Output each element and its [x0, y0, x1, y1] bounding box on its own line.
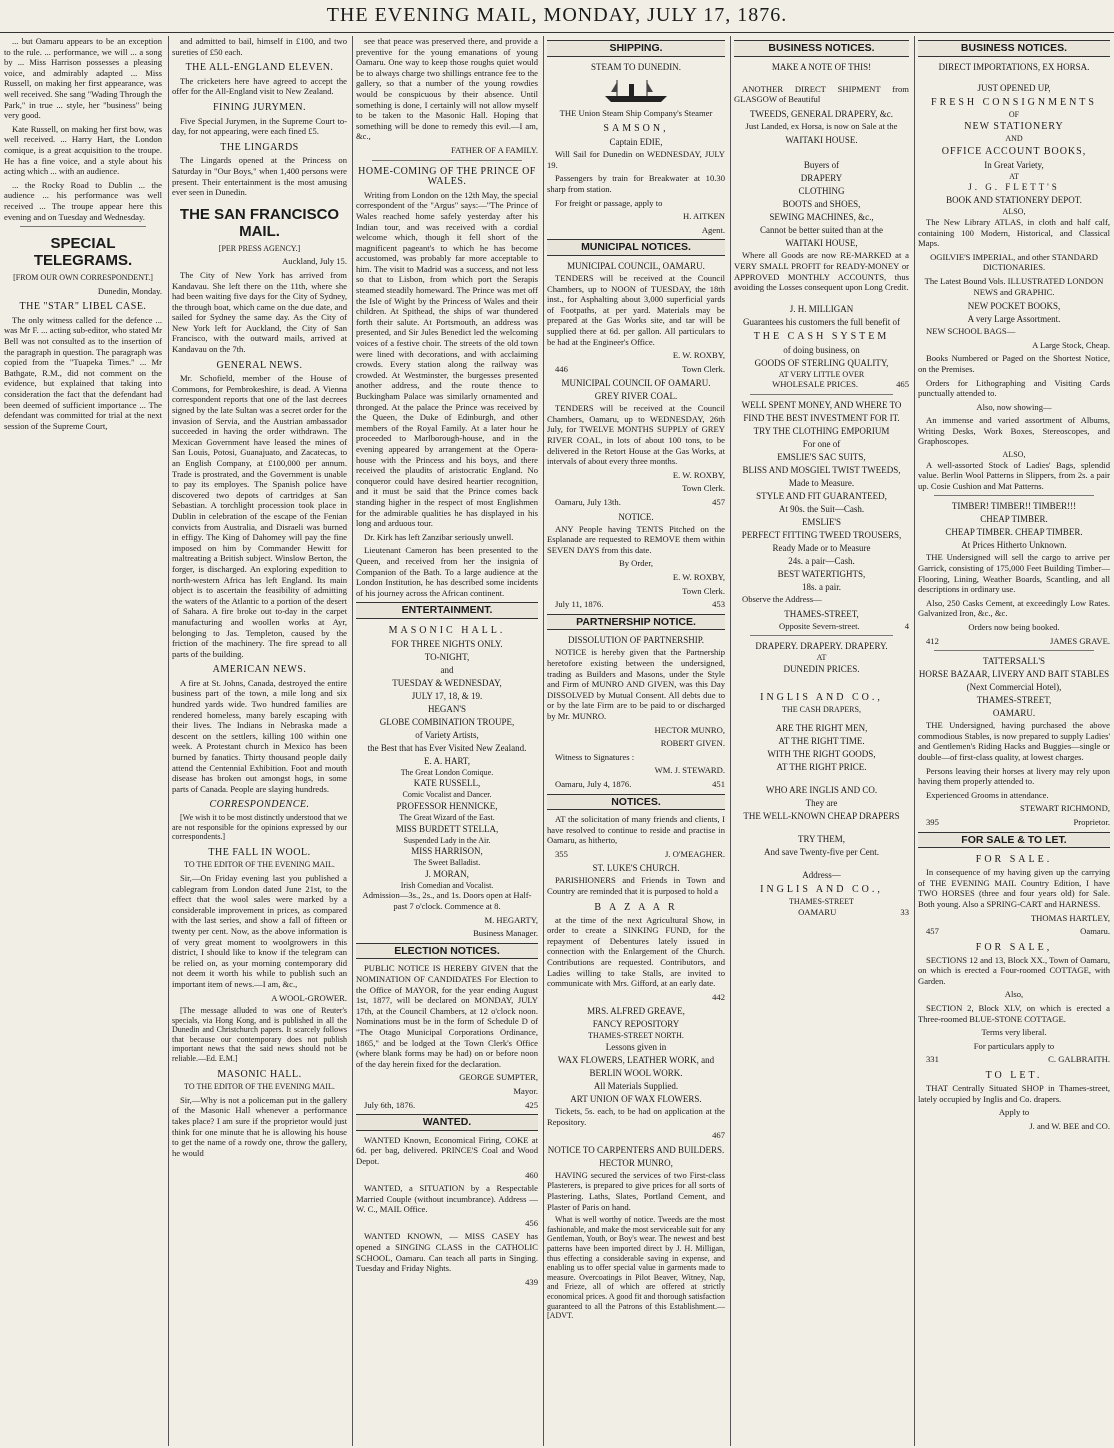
notice-date — [356, 1100, 538, 1111]
ad-line: SEWING MACHINES, &c., — [769, 212, 874, 223]
performer-desc: Suspended Lady in the Air. — [403, 835, 491, 845]
ad-line: AT THE RIGHT TIME. — [778, 736, 865, 747]
section-heading: THE SAN FRANCISCO MAIL. — [179, 205, 340, 240]
ad-line: ART UNION OF WAX FLOWERS. — [570, 1094, 702, 1104]
ad-text: THE Undersigned, having purchased the above commodious Stables, is now prepared to supply Ladies' and Gentlemen's Riding Hacks and Buggies—single or double—of first-class quality, at lowest charges. — [918, 720, 1110, 762]
performer: J. MORAN, — [425, 868, 469, 879]
signature: STEWART RICHMOND, — [1019, 803, 1110, 814]
ad-line: ALSO, — [1002, 207, 1026, 217]
ship-name: SAMSON, — [603, 123, 669, 135]
ad-line: TO-NIGHT, — [424, 651, 470, 662]
ad-line: Buyers of — [803, 160, 840, 171]
notice-text: TENDERS will be received at the Council Chambers, Oamaru, up to WEDNESDAY, 26th July, for TWELVE MONTHS SUPPLY of GREY RIVER COAL, in lots of about 100 tons, to be delivered in the Retort House at the Gas Works, at intervals of about every three months. — [547, 403, 725, 467]
ad-title: STEAM TO DUNEDIN. — [591, 61, 681, 72]
ad-text: THE Undersigned will sell the cargo to arrive per Garrick, consisting of 175,000 Feet Building Timber—Flooring, Lining, Weather Boards, Scantling, and all descriptions in ordinary use. — [918, 552, 1110, 595]
ad-line: THAMES-STREET — [789, 897, 854, 907]
ad-line: CHEAP TIMBER. CHEAP TIMBER. — [945, 527, 1083, 538]
ad-text: ANOTHER DIRECT SHIPMENT from GLASGOW of Beautiful — [734, 83, 909, 105]
article-text: The Lingards opened at the Princess on Saturday in "Our Boys," when 1,400 persons were present. Their entertainment is the most amusing ever seen in Dunedin. — [172, 155, 347, 198]
ad-line: TRY THEM, — [797, 834, 845, 845]
article-heading: MASONIC HALL. — [217, 1068, 302, 1080]
performer-desc: The Great Wizard of the East. — [399, 813, 495, 823]
ad-line: Will Sail for Dunedin on WEDNESDAY, JULY 19. — [547, 149, 725, 170]
ad-line: FRESH CONSIGNMENTS — [931, 96, 1097, 108]
section-heading: SPECIAL TELEGRAMS. — [33, 235, 133, 270]
article-text: The cricketers here have agreed to accept the offer for the All-England visit to New Zealand. — [172, 75, 347, 97]
ad-line: OAMARU. — [992, 708, 1036, 719]
article-text: Writing from London on the 12th May, the special correspondent of the "Argus" says:—"The Prince of Wales reached home safely yesterday after his Indian tour, and was received with a cordial welcome which, though it fell short of the magnificent pageant's to which he has become accustomed, was probably far more acceptable to him. The visit to Madrid was a success, and not less so that to Lisbon, from which port the Serapis steamed steadily homeward. The Prince was met off the Isle of Wight by the Princess of Wales and their children. At Spithead, the ships of war thundered forth their salute. At Portsmouth, an address was presented, and Sir Jules Benedict led the welcoming voices of a festive choir. The streets of the old town were lined with decorations, and with acclaiming crowds. Every station along the railway was crowded. At Westminster, the burgesses presented another address, and the route thence to Buckingham Palace was similarly ornamented and thronged. At the palace the Prince was received by the Queen, the Duke of Edinburgh, and other members of the Royal Family. At a later hour he proceeded to Marlborough-house, and in the evening appeared by arrangement at the Opera-house with the Princess and his boys, and there received the plaudits of aristocratic England. No conqueror could have desired heartier recognition, and it must be said that the Prince comes back standing higher in the respect of most Englishmen for the admirable qualities he has displayed in his long and arduous tour. — [356, 189, 538, 529]
signature: Town Clerk. — [682, 363, 725, 374]
ad-number: 442 — [712, 991, 725, 1002]
notice-text: at the time of the next Agricultural Show, in order to create a SINKING FUND, for the repayment of Debentures lately issued in connection with the Enlargement of the Church. Contributions are requested. Contributors, and Ladies willing to take Stalls, are invited to communicate with Mrs. Gifford, at an early date. — [547, 914, 725, 989]
ad-title: DRAPERY. DRAPERY. DRAPERY. — [755, 641, 888, 652]
ad-line: PERFECT FITTING TWEED TROUSERS, — [741, 529, 902, 540]
ad-line: ARE THE RIGHT MEN, — [775, 723, 868, 734]
article-text: The only witness called for the defence ... was Mr F. ... acting sub-editor, who stated Mr Bell was not consulted as to the insertion of the paragraph in question. The paragraph was copied from the "Tuapeka Times." ... Mr Bathgate, R.M., did not comment on the evidence, but explained that taking into consideration the fact that the defendant had been deemed of sufficient importance ... The defendant was committed for trial at the next session of the Supreme Court, — [4, 314, 162, 431]
ad-text: A well-assorted Stock of Ladies' Bags, splendid value. Berlin Wool Patterns in Slippers, from 2s. a pair up. Cosie Cushion and Mat Patterns. — [918, 459, 1110, 491]
article-heading: THE ALL-ENGLAND ELEVEN. — [185, 62, 334, 74]
ad-title: NOTICE. — [618, 511, 654, 522]
ad-line: BOOK AND STATIONERY DEPOT. — [946, 195, 1082, 206]
column-divider — [914, 36, 915, 1446]
ad-line: AT — [816, 653, 827, 663]
section-heading: MUNICIPAL NOTICES. — [547, 239, 725, 256]
ad-line: In Great Variety, — [984, 159, 1044, 170]
divider — [934, 650, 1094, 651]
performer: PROFESSOR HENNICKE, — [396, 801, 498, 812]
ad-number: 457 — [712, 497, 725, 508]
article-text: and admitted to bail, himself in £100, and two sureties of £50 each. — [172, 36, 347, 57]
ad-number: 439 — [525, 1276, 538, 1287]
ad-line: of Variety Artists, — [415, 729, 479, 740]
signature: E. W. ROXBY, — [672, 572, 725, 582]
classified-ad: WANTED KNOWN, — MISS CASEY has opened a SINGING CLASS in the CATHOLIC SCHOOL, Oamaru. Can teach all parts in Singing. Tuesday and Friday Nights. — [356, 1231, 538, 1274]
address-line: TO THE EDITOR OF THE EVENING MAIL. — [184, 1082, 335, 1092]
ad-line: HEGAN'S — [427, 703, 467, 714]
ad-line: ALSO, — [1002, 450, 1026, 460]
signature: JAMES GRAVE. — [1049, 635, 1110, 646]
ad-text: Orders for Lithographing and Visiting Cards punctually attended to. — [918, 377, 1110, 399]
ad-line: INGLIS AND CO., — [760, 884, 883, 896]
ad-line: STYLE AND FIT GUARANTEED, — [756, 490, 887, 501]
ad-number: 457 — [926, 926, 939, 937]
performer-desc: The Sweet Balladist. — [413, 858, 481, 868]
classified-ad: WANTED Known, Economical Firing, COKE at 6d. per bag, delivered. PRINCE'S Coal and Wood Depot. — [356, 1134, 538, 1166]
signature: A WOOL-GROWER. — [271, 992, 347, 1003]
ad-number: 425 — [525, 1099, 538, 1110]
ad-text: Persons leaving their horses at livery may rely upon having them properly attended to. — [918, 765, 1110, 787]
column-1 — [4, 36, 162, 1446]
article-text: see that peace was preserved there, and provide a preventive for the young emanations of young Oamaru. One way to keep those roughs quiet would be to always charge two shillings entrance fee to the gallery, so that a number of the young rowdies would be conspicuous by their absence. Until something is done, I certainly will not allow myself to be taken to the Masonic Hall. Hoping that something will be done to remedy this evil.—I am, &c., — [356, 36, 538, 142]
notice-text: PUBLIC NOTICE IS HEREBY GIVEN that the NOMINATION OF CANDIDATES For Election to the Office of MAYOR, for the year ending August 1st, 1877, will be declared on MONDAY, JULY 17th, at the Council Chambers, at 12 o'clock noon. Nominations must be in the form of Schedule D of "The Otago Municipal Corporations Ordinance, 1865," and be lodged at the Town Clerk's Office (where blank forms may be had) on or before noon of the day herein fixed for the declaration. — [356, 963, 538, 1069]
signature: J. O'MEAGHER. — [664, 848, 725, 859]
ad-line: At 90s. the Suit—Cash. — [778, 503, 865, 514]
ad-line: For particulars apply to — [973, 1040, 1055, 1051]
ad-line: CHEAP TIMBER. — [980, 514, 1048, 525]
ad-subtitle: FANCY REPOSITORY — [592, 1019, 680, 1030]
ad-line: of doing business, on — [783, 344, 860, 355]
article-text: ... the Rocky Road to Dublin ... the audience ... his performance was well received ... The troupe appear here this evening and on Tuesday and Wednesday. — [4, 179, 162, 222]
ad-text: An immense and varied assortment of Albums, Writing Desks, Work Boxes, Stereoscopes, and Graphoscopes. — [918, 415, 1110, 447]
ad-line: AND — [1005, 134, 1023, 144]
ad-text: Also, 250 Casks Cement, at exceedingly Low Rates. Galvanized Iron, &c., &c. — [918, 597, 1110, 619]
ad-number: 453 — [712, 599, 725, 610]
dateline: Auckland, July 15. — [282, 256, 347, 267]
article-heading: AMERICAN NEWS. — [212, 664, 307, 676]
ad-line: FOR THREE NIGHTS ONLY. — [391, 638, 503, 649]
article-text: The City of New York has arrived from Kandavau. She left there on the 11th, where she had been waiting five days for the City of Sydney, the through boat, which came on the due date, and sailed for Sydney the same day. As the City of New York left for Auckland, the City of San Francisco, with the outward mails, arrived at Kandavau on the 7th. — [172, 269, 347, 355]
ad-text: Where all Goods are now RE-MARKED at a VERY SMALL PROFIT for READY-MONEY or APPROVED MONTHLY ACCOUNTS, thus avoiding the Losses consequent upon Long Credit. — [734, 250, 909, 293]
ad-line: THAMES-STREET, — [976, 695, 1052, 706]
ad-number: 456 — [525, 1217, 538, 1228]
ad-number: 331 — [926, 1054, 939, 1065]
signature: E. W. ROXBY, — [672, 350, 725, 361]
notice-text: NOTICE is hereby given that the Partnership heretofore existing between the undersigned, trading as Builders and Masons, under the Style and Firm of MUNRO AND GIVEN, was this Day DISSOLVED by Mutual Consent. All debts due to or by the late Firm are to be paid to or discharged by Mr. MUNRO. — [547, 647, 725, 721]
ad-line: AT VERY LITTLE OVER — [778, 369, 865, 379]
ad-line: WITH THE RIGHT GOODS, — [767, 749, 876, 760]
ad-line: NEW SCHOOL BAGS— — [926, 326, 1016, 337]
column-5 — [734, 36, 909, 1446]
article-text: Sir,—Why is not a policeman put in the gallery of the Masonic Hall whenever a performance takes place? I am sure if the proprietor would just think for one minute that he is allowing his house to get the name of a rowdy one, throw the gallery, he would — [172, 1094, 347, 1158]
ad-line: Opposite Severn-street. — [779, 620, 860, 631]
ad-line: DRAPERY — [800, 173, 843, 184]
masthead-rule — [0, 32, 1114, 33]
signature: H. AITKEN — [682, 211, 725, 222]
ad-line: INGLIS AND CO., — [760, 691, 883, 703]
ad-line: Address— — [802, 870, 841, 881]
dateline: Dunedin, Monday. — [97, 285, 162, 296]
classified-ad: WANTED, a SITUATION by a Respectable Married Couple (without incumbrance). Address — W. C., MAIL Office. — [356, 1183, 538, 1215]
editorial-note: [We wish it to be most distinctly understood that we are not responsible for the opinions expressed by our correspondents.] — [172, 813, 347, 842]
article-text: Lieutenant Cameron has been presented to the Queen, and received from her the insignia of Companion of the Bath. To a large audience at the London Institution, he has described some incidents of his journey across the African continent. — [356, 545, 538, 598]
ad-line: OFFICE ACCOUNT BOOKS, — [941, 145, 1087, 157]
ad-number: 467 — [712, 1130, 725, 1141]
ad-text: THAT Centrally Situated SHOP in Thames-street, lately occupied by Inglis and Co. drapers. — [918, 1083, 1110, 1104]
signature: J. and W. BEE and CO. — [1029, 1120, 1110, 1131]
signature: Town Clerk. — [682, 483, 725, 494]
performer-desc: Irish Comedian and Vocalist. — [400, 880, 494, 890]
column-6 — [918, 36, 1110, 1446]
editorial-note: [The message alluded to was one of Reuter's specials, via Hong Kong, and is published in all the Dunedin and Christchurch papers. It scarcely follows that because our contemporary does not publish important news that the said news should not be reliable.—Ed. E.M.] — [172, 1006, 347, 1064]
ad-title: MASONIC HALL. — [388, 624, 506, 636]
ad-number: 33 — [900, 906, 909, 917]
ad-line: TWEEDS, GENERAL DRAPERY, &c. — [750, 108, 893, 119]
ad-line: WHO ARE INGLIS AND CO. — [765, 785, 878, 796]
column-divider — [352, 36, 353, 1446]
divider — [20, 226, 146, 227]
ad-line: Ready Made or to Measure — [772, 542, 871, 553]
ad-number: 465 — [896, 379, 909, 390]
section-heading: BUSINESS NOTICES. — [918, 40, 1110, 57]
notice-text: TENDERS will be received at the Council Chambers, up to NOON of TUESDAY, the 18th inst., for Asphalting about 3,000 superficial yards of Footpaths, at per yard. Materials may be prepared at the Gas Works site, and tar will be supplied there at 6d. per gallon. All particulars to be had at the Engineer's Office. — [547, 272, 725, 347]
ad-line: WAITAKI HOUSE, — [785, 238, 858, 249]
ad-line: JULY 17, 18, & 19. — [411, 690, 483, 701]
article-text: Five Special Jurymen, in the Supreme Court to-day, for not appearing, were each fined £5. — [172, 115, 347, 137]
section-heading: ENTERTAINMENT. — [356, 602, 538, 619]
ad-line: OF — [1008, 109, 1020, 119]
ad-line: DUNEDIN PRICES. — [783, 663, 860, 674]
section-heading: FOR SALE & TO LET. — [918, 832, 1110, 849]
ad-line: GOODS OF STERLING QUALITY, — [754, 357, 889, 368]
ad-line: Orders now being booked. — [968, 622, 1060, 632]
signature: GEORGE SUMPTER, — [459, 1072, 538, 1083]
ad-subtitle: HECTOR MUNRO, — [599, 1157, 673, 1168]
ad-text: SECTION 2, Block XLV, on which is erected a Three-roomed BLUE-STONE COTTAGE. — [918, 1003, 1110, 1024]
ad-line: J. H. MILLIGAN — [789, 303, 854, 314]
ad-line: TUESDAY & WEDNESDAY, — [392, 677, 502, 688]
ad-line: THE CASH SYSTEM — [753, 330, 890, 342]
signature: HECTOR MUNRO, — [654, 724, 725, 735]
signature: Agent. — [701, 224, 725, 235]
ad-line: GLOBE COMBINATION TROUPE, — [379, 716, 515, 727]
ad-title: MAKE A NOTE OF THIS! — [771, 61, 872, 72]
article-text: Kate Russell, on making her first bow, was well received. ... Harry Hart, the London comique, is a great acquisition to the troupe. He has a fine voice, and a style about his acting which ... with an audience. — [4, 123, 162, 177]
signature: C. GALBRAITH. — [1048, 1054, 1110, 1065]
ad-line: CLOTHING — [798, 186, 845, 197]
ad-line: NEW STATIONERY — [964, 121, 1064, 133]
column-divider — [543, 36, 544, 1446]
ad-line: Cannot be better suited than at the — [760, 225, 883, 236]
ad-line: THE CASH DRAPERS, — [782, 704, 861, 714]
notice-text: ANY People having TENTS Pitched on the Esplanade are requested to REMOVE them within SEVEN DAYS from this date. — [547, 523, 725, 555]
article-heading: CORRESPONDENCE. — [209, 799, 310, 811]
ad-line: Also, now showing— — [976, 401, 1052, 412]
ad-line: EMSLIE'S — [801, 516, 842, 527]
article-text: Sir,—On Friday evening last you published a cablegram from London dated June 21st, to the effect that the wool sales were marked by a considerable improvement in prices, as compared with the last series, and show a fall of fifteen or twenty per cent. Now, as the above information is of very great moment to woolgrowers in this district, I should like to know if the telegram can be relied on, as your morning contemporary did not deem it worth his while to publish such an important item of news.—I am, &c., — [172, 872, 347, 989]
signature: Mayor. — [513, 1085, 538, 1096]
ad-line: TRY THE CLOTHING EMPORIUM — [753, 425, 890, 436]
ad-line: BEST WATERTIGHTS, — [777, 568, 866, 579]
ad-title: MUNICIPAL COUNCIL OF OAMARU. — [561, 378, 711, 389]
ad-title: B A Z A A R — [594, 901, 678, 913]
ad-line: THAMES-STREET NORTH. — [588, 1031, 684, 1041]
address-line: TO THE EDITOR OF THE EVENING MAIL. — [184, 860, 335, 870]
performer: E. A. HART, — [423, 755, 471, 766]
signature: FATHER OF A FAMILY. — [450, 144, 538, 155]
ad-number: 4 — [904, 620, 909, 631]
admission-text: Admission—3s., 2s., and 1s. Doors open at Half-past 7 o'clock. Commence at 8. — [362, 890, 532, 912]
ad-line: All Materials Supplied. — [593, 1081, 679, 1091]
ad-line: They are — [805, 798, 838, 809]
ad-line: Apply to — [998, 1107, 1030, 1118]
divider — [372, 160, 522, 161]
performer-desc: Comic Vocalist and Dancer. — [402, 790, 492, 800]
performer-desc: The Great London Comique. — [400, 767, 494, 777]
ad-title: DIRECT IMPORTATIONS, EX HORSA. — [938, 61, 1090, 72]
article-text: ... but Oamaru appears to be an exception to the rule. ... performance, we will ... a song by ... Miss Harrison possesses a pleasing voice, and admirably adapted ... Miss Russell, on making her first appearance, was well received. She sang "Wading Through the Park," in true ... style, her "business" being very good. — [4, 36, 162, 121]
date-text: July 11, 1876. — [555, 599, 604, 610]
signature: WM. J. STEWARD. — [654, 765, 725, 776]
signature: Oamaru. — [1080, 926, 1110, 937]
ad-number: 446 — [555, 363, 568, 374]
column-4 — [547, 36, 725, 1446]
article-text: Dr. Kirk has left Zanzibar seriously unwell. — [364, 531, 514, 542]
ad-text: Books Numbered or Paged on the Shortest Notice, on the Premises. — [918, 353, 1110, 374]
ad-number: 355 — [555, 848, 568, 859]
divider — [750, 635, 893, 636]
article-heading: GENERAL NEWS. — [216, 359, 303, 371]
signature: M. HEGARTY, — [484, 914, 538, 925]
ad-line: Passengers by train for Breakwater at 10.30 sharp from station. — [547, 173, 725, 194]
section-heading: SHIPPING. — [547, 40, 725, 57]
ad-line: Captain EDIE, — [609, 137, 663, 148]
article-heading: FINING JURYMEN. — [212, 101, 307, 113]
ad-number: 460 — [525, 1169, 538, 1180]
ad-title: DISSOLUTION OF PARTNERSHIP. — [568, 635, 704, 646]
ad-line: AT THE RIGHT PRICE. — [776, 762, 867, 773]
advertorial-text: What is well worthy of notice. Tweeds are the most fashionable, and make the most serviceable suit for any Gentleman, Youth, or Boy's wear. The newest and best patterns have been imported direct by J. H. Milligan, thus effecting a considerable saving in expense, and enabling us to offer special value in garments made to measure. Overcoatings in Pilot Beaver, Witney, Nap, and Frieze, all of which are offered at strictly economical prices. A good fit and thorough satisfaction guaranteed to all the Patrons of this Establishment.—[ADVT. — [547, 1215, 725, 1321]
ad-line: 24s. a pair—Cash. — [788, 555, 855, 566]
column-divider — [730, 36, 731, 1446]
ad-line: Also, — [1004, 989, 1024, 1000]
notice-text: HAVING secured the services of two First-class Plasterers, is prepared to give prices for all sorts of Plastering. Laths, Slates, Portland Cement, and Plaster of Paris on hand. — [547, 1169, 725, 1212]
ad-line: THE Union Steam Ship Company's Steamer — [559, 107, 713, 118]
section-heading: WANTED. — [356, 1114, 538, 1131]
notice-text: Tickets, 5s. each, to be had on application at the Repository. — [547, 1106, 725, 1127]
article-heading: THE "STAR" LIBEL CASE. — [19, 301, 147, 313]
ad-line: Observe the Address— — [742, 593, 822, 604]
date-text: Oamaru, July 13th. — [555, 497, 621, 508]
date-text: July 6th, 1876. — [364, 1099, 416, 1110]
ad-line: WHOLESALE PRICES. — [772, 379, 859, 390]
signature: Town Clerk. — [682, 585, 725, 596]
ad-text: The Latest Bound Vols. ILLUSTRATED LONDON NEWS and GRAPHIC. — [924, 275, 1104, 297]
ad-line: For freight or passage, apply to — [555, 197, 663, 208]
article-heading: THE FALL IN WOOL. — [208, 846, 311, 858]
ad-line: the Best that has Ever Visited New Zealand. — [367, 742, 527, 753]
signature: Proprietor. — [1073, 816, 1110, 827]
performer: MISS BURDETT STELLA, — [395, 823, 499, 834]
ad-line: BLISS AND MOSGIEL TWIST TWEEDS, — [742, 464, 901, 475]
article-text: A fire at St. Johns, Canada, destroyed the entire business part of the town, a mile long and six hundred yards wide. Two hundred families are rendered homeless, many barely escaping with their lives. The Indians in Nebraska made a descent on the settlers, killing 100 within one week. A Protestant church in Mexico has been burned by fanatics. Thirty thousand people daily attend the Centennial Exhibition. Foot and mouth disease has broken out amongst hogs, in some parts of Canada. People are slaying hundreds. — [172, 677, 347, 794]
ad-line: OAMARU — [798, 906, 837, 917]
signature: E. W. ROXBY, — [672, 469, 725, 480]
ad-line: A very Large Assortment. — [967, 314, 1061, 325]
ad-line: WAX FLOWERS, LEATHER WORK, and BERLIN WOOL WORK. — [557, 1055, 715, 1078]
article-heading: HOME-COMING OF THE PRINCE OF WALES. — [358, 165, 536, 188]
signature: ROBERT GIVEN. — [660, 738, 725, 749]
ad-title: TIMBER! TIMBER!! TIMBER!!! — [951, 501, 1077, 512]
column-3 — [356, 36, 538, 1446]
ad-line: THE WELL-KNOWN CHEAP DRAPERS — [743, 811, 900, 822]
ad-title: TO LET. — [985, 1070, 1043, 1082]
ad-title: MUNICIPAL COUNCIL, OAMARU. — [567, 260, 705, 271]
ad-subtitle: GREY RIVER COAL. — [594, 391, 678, 402]
masthead: THE EVENING MAIL, MONDAY, JULY 17, 1876. — [326, 4, 788, 26]
ad-line: and — [440, 664, 454, 675]
ad-text: The New Library ATLAS, in cloth and half calf, containing 100 Modern, Historical, and Classical Maps. — [918, 216, 1110, 249]
ad-line: Made to Measure. — [788, 477, 855, 488]
ad-line: THAMES-STREET, — [784, 608, 859, 619]
notice-text: PARISHIONERS and Friends in Town and Country are reminded that it is purposed to hold a — [547, 875, 725, 897]
notice-text: AT the solicitation of many friends and clients, I have resolved to continue to reside and practise in Oamaru, as hitherto, — [547, 814, 725, 846]
ad-line: EMSLIE'S SAC SUITS, — [777, 451, 866, 462]
ad-line: Lessons given in — [605, 1042, 667, 1052]
ad-line: BOOTS and SHOES, — [782, 199, 861, 210]
column-divider — [168, 36, 169, 1446]
ad-title: NOTICE TO CARPENTERS AND BUILDERS. — [547, 1144, 725, 1155]
ad-text: In consequence of my having given up the carrying of THE EVENING MAIL Country Edition, I have TWO HORSES (three and four years old) for Sale. Both young. Also a SPRING-CART and HARNESS. — [918, 867, 1110, 909]
divider — [934, 495, 1094, 496]
ad-line: Guarantees his customers the full benefit of — [743, 316, 900, 327]
byline: [PER PRESS AGENCY.] — [218, 243, 301, 253]
ad-title: WELL SPENT MONEY, AND WHERE TO FIND THE BEST INVESTMENT FOR IT. — [741, 399, 902, 423]
ad-text: SECTIONS 12 and 13, Block XX., Town of Oamaru, on which is erected a Four-roomed COTTAGE, with Garden. — [918, 954, 1110, 986]
ad-line: At Prices Hitherto Unknown. — [961, 540, 1067, 551]
ad-title: ST. LUKE'S CHURCH. — [592, 863, 680, 874]
ad-line: NEW POCKET BOOKS, — [967, 301, 1061, 312]
signature: Business Manager. — [473, 928, 538, 939]
ad-line: HORSE BAZAAR, LIVERY AND BAIT STABLES — [918, 669, 1110, 680]
ad-line: Witness to Signatures : — [555, 751, 635, 762]
ad-number: 412 — [926, 635, 939, 646]
ad-title: FOR SALE. — [975, 854, 1053, 866]
column-2 — [172, 36, 347, 1446]
ad-line: A Large Stock, Cheap. — [1032, 339, 1110, 350]
ad-title: FOR SALE, — [975, 941, 1053, 953]
ad-line: AT — [1009, 171, 1019, 181]
ad-line: Just Landed, ex Horsa, is now on Sale at the — [745, 120, 898, 131]
divider — [750, 394, 893, 395]
date-text: Oamaru, July 4, 1876. — [555, 778, 632, 789]
byline: [FROM OUR OWN CORRESPONDENT.] — [13, 273, 153, 283]
ad-line: For one of — [802, 438, 841, 449]
section-heading: ELECTION NOTICES. — [356, 943, 538, 960]
ad-line: 18s. a pair. — [802, 581, 841, 592]
signature: THOMAS HARTLEY, — [1030, 912, 1110, 923]
section-heading: PARTNERSHIP NOTICE. — [547, 614, 725, 631]
ad-text: OGILVIE'S IMPERIAL, and other STANDARD DICTIONARIES. — [930, 251, 1098, 273]
ad-number: 451 — [712, 778, 725, 789]
ad-line: J. G. FLETT'S — [968, 182, 1060, 193]
ad-title: MRS. ALFRED GREAVE, — [587, 1006, 685, 1017]
section-heading: BUSINESS NOTICES. — [734, 40, 909, 57]
performer: MISS HARRISON, — [411, 846, 483, 857]
article-heading: THE LINGARDS — [220, 141, 299, 153]
section-heading: NOTICES. — [547, 794, 725, 811]
ad-text: Experienced Grooms in attendance. — [926, 789, 1049, 800]
ad-line: By Order, — [618, 558, 654, 569]
ad-line: (Next Commercial Hotel), — [966, 682, 1062, 693]
ad-line: Terms very liberal. — [981, 1027, 1047, 1038]
article-text: Mr. Schofield, member of the House of Commons, for Pembrokeshire, is dead. A Vienna correspondent reports that one of the last decrees signed by the late Sultan was a secret order for the invasion of Servia, and the Austrian ambassador succeeded in having the order withdrawn. The Mexican Government have leased the mines of San Louis, Potosi, Guanajuato, and Zacatecas, to an English Company, at £100,000 per annum. Trade is prostrated, and the Government is unable to pay its employes. The Spanish police have discovered two depots of cartridges at San Sebastian. A torchlight procession took place in Dublin in celebration of the escape of the Fenian convicts from Australia, and Disraeli was burned in effigy. The King of Dahomey will pay the fine imposed on him by Commander Hewitt for maltreating a British subject. Winslow Berton, the forger, is discharged. An exploring expedition to north-western Africa has left England. Its main object is to ascertain the feasibility of admitting the waters of the Atlantic to a portion of the desert of Sahara. A fire broke out to-day in the carpet manufacturing and woollen works at Ayr, belonging to Jas. Templeton, caused by the friction of the machinery. The fire spread to all parts of the building. — [172, 373, 347, 659]
ad-line: JUST OPENED UP, — [977, 82, 1051, 93]
ad-line: WAITAKI HOUSE. — [785, 135, 858, 146]
ad-line: And save Twenty-five per Cent. — [764, 847, 879, 858]
ad-number: 395 — [926, 816, 939, 827]
steamship-icon — [601, 78, 671, 104]
performer: KATE RUSSELL, — [413, 778, 481, 789]
ad-title: TATTERSALL'S — [983, 656, 1045, 667]
